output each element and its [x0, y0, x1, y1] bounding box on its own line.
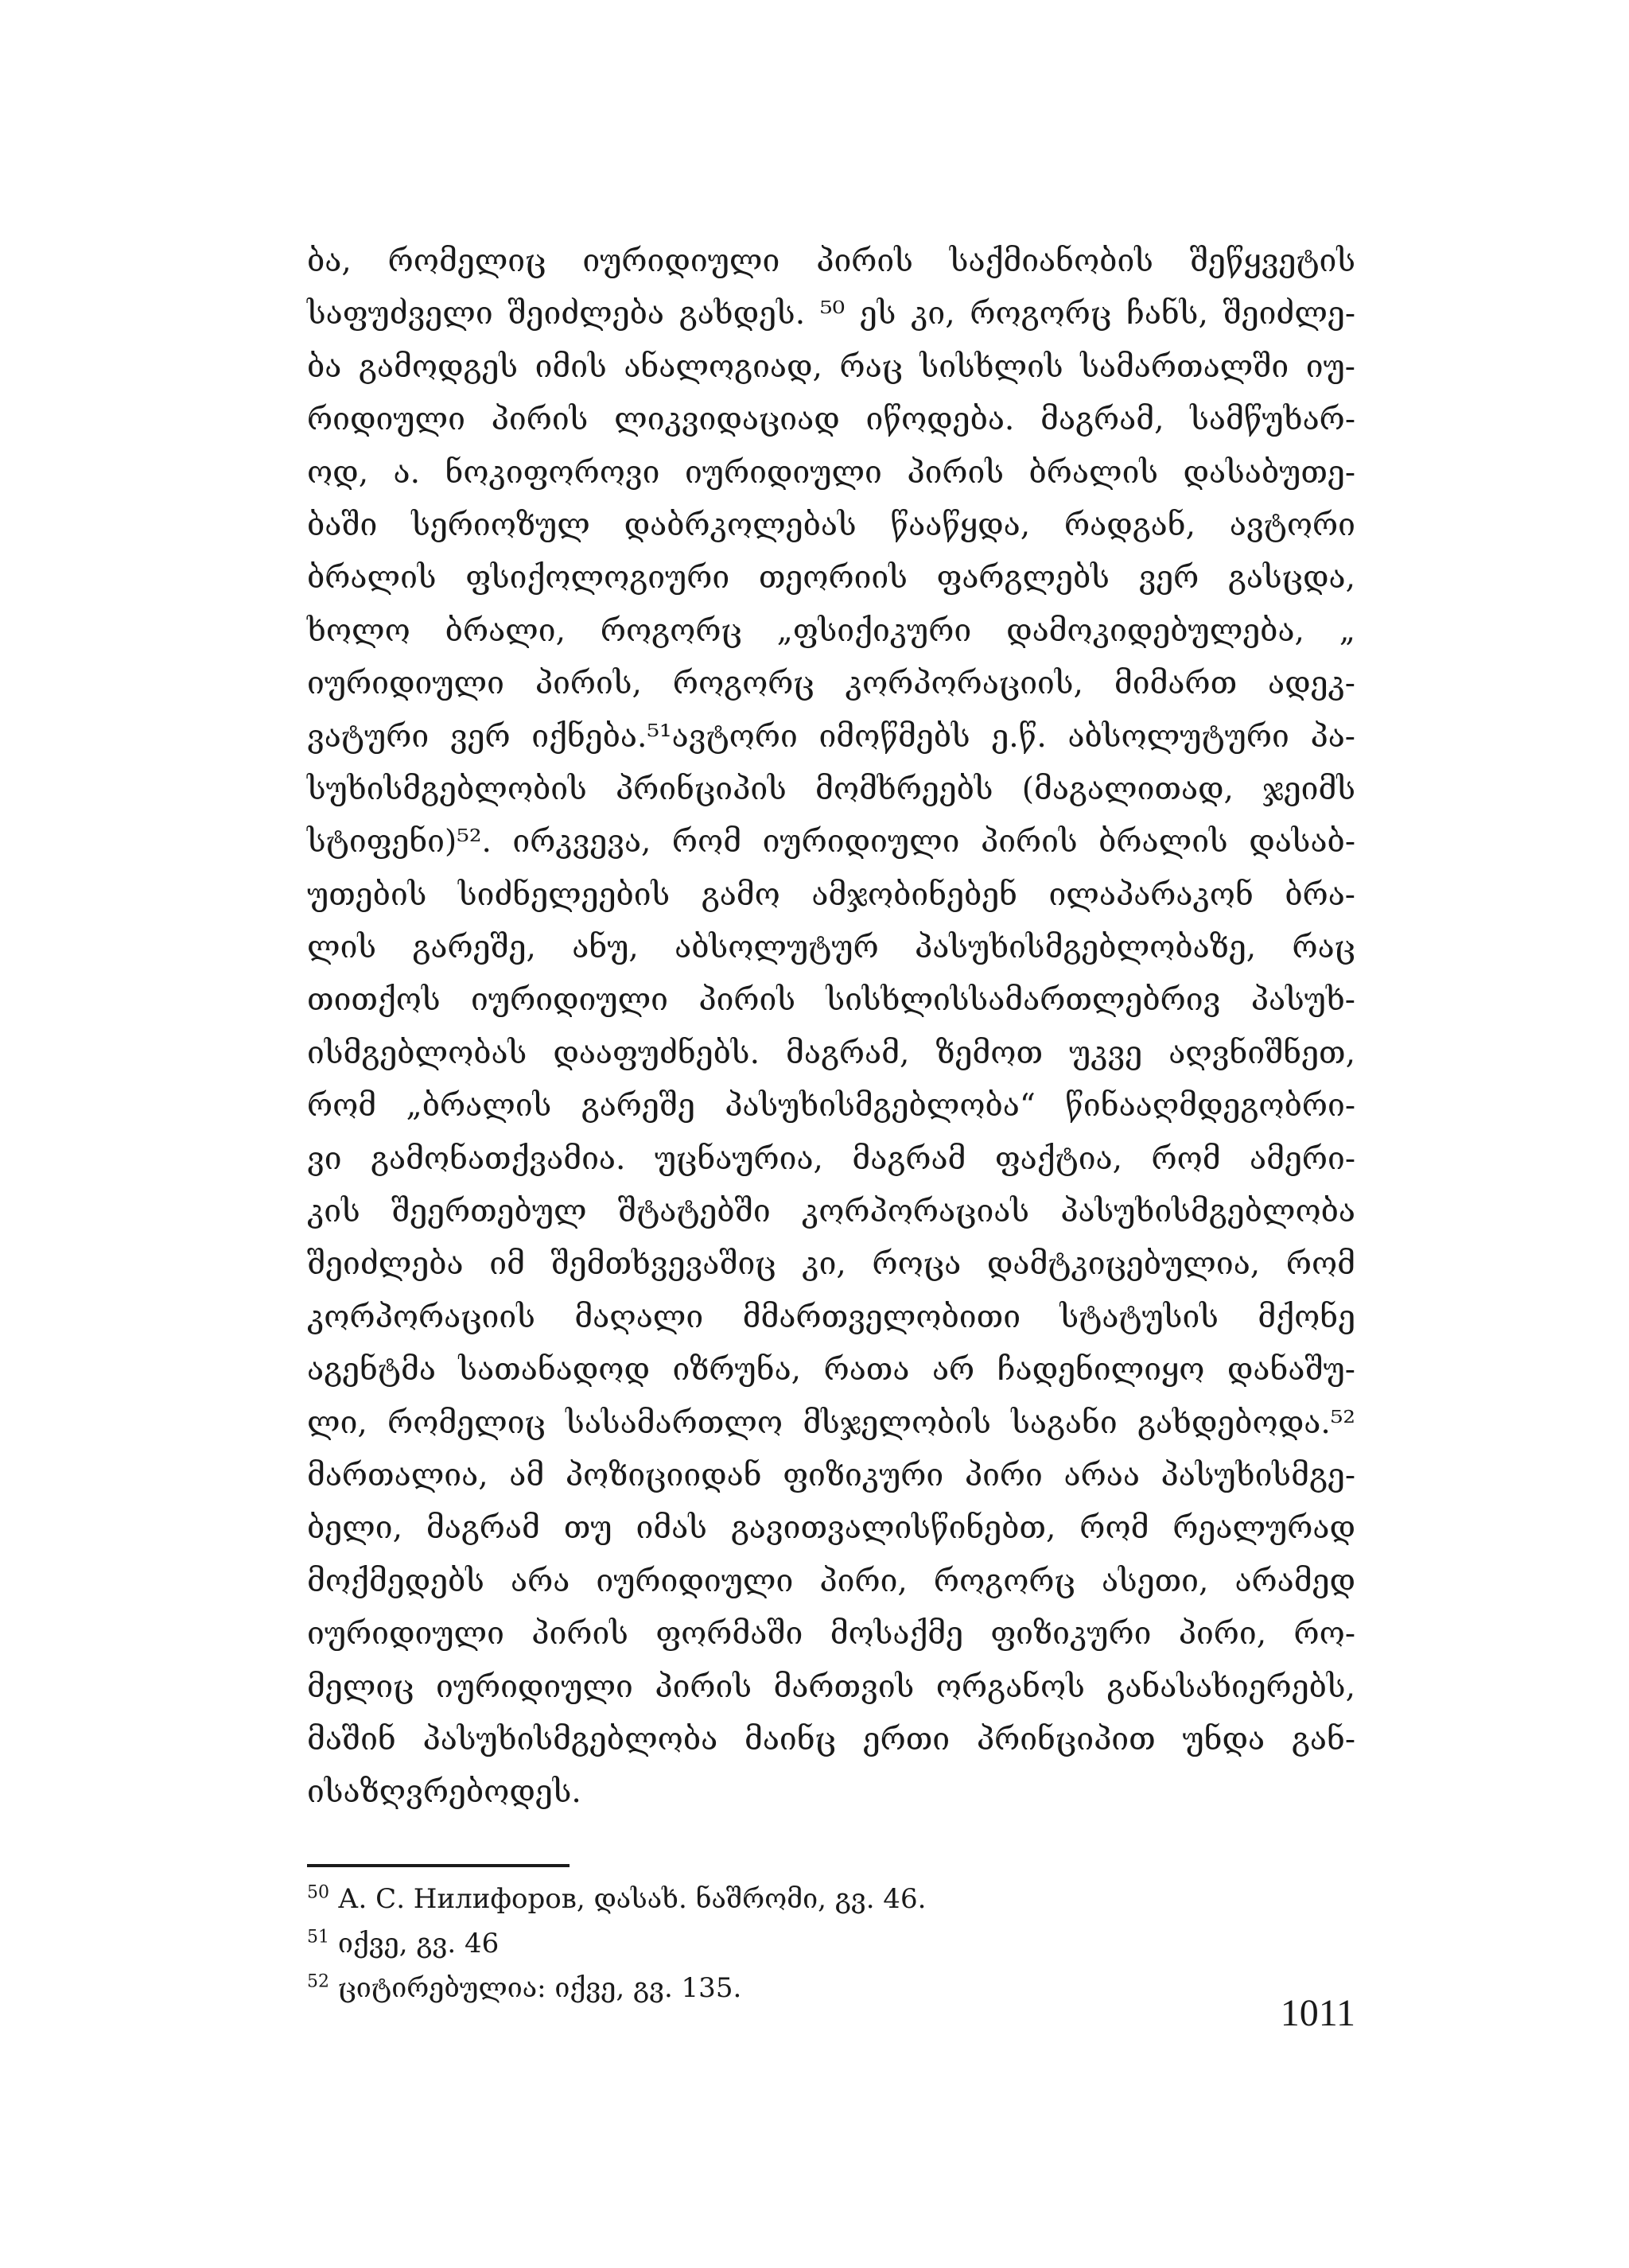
footnote-number: 51 — [307, 1927, 329, 1948]
footnote-text: იქვე, გვ. 46 — [337, 1928, 500, 1959]
footnote — [307, 1966, 1355, 2010]
text-line: ისმგებლობას დააფუძნებს. მაგრამ, ზემოთ უკვე აღვნიშნეთ, — [307, 1035, 1355, 1071]
text-line: ვი გამონათქვამია. უცნაურია, მაგრამ ფაქტია, რომ ამერი- — [307, 1140, 1355, 1177]
text-line: ისაზღვრებოდეს. — [307, 1774, 581, 1811]
text-line: ხოლო ბრალი, როგორც „ფსიქიკური დამოკიდებულება, „ — [307, 612, 1355, 649]
footnote — [307, 1921, 1355, 1966]
text-line: ლი, რომელიც სასამართლო მსჯელობის საგანი გახდებოდა.⁵² — [307, 1404, 1355, 1441]
text-line: რომ „ბრალის გარეშე პასუხისმგებლობა“ წინააღმდეგობრი- — [307, 1088, 1355, 1124]
text-line: იურიდიული პირის ფორმაში მოსაქმე ფიზიკური პირი, რო- — [307, 1616, 1355, 1652]
text-line: ბაში სერიოზულ დაბრკოლებას წააწყდა, რადგან, ავტორი — [307, 507, 1355, 543]
text-line: ბრალის ფსიქოლოგიური თეორიის ფარგლებს ვერ გასცდა, — [307, 560, 1355, 596]
text-line: ლის გარეშე, ანუ, აბსოლუტურ პასუხისმგებლობაზე, რაც — [307, 930, 1355, 966]
text-line: ბა, რომელიც იურიდიული პირის საქმიანობის შეწყვეტის — [307, 243, 1355, 279]
text-line: ოდ, ა. ნოკიფოროვი იურიდიული პირის ბრალის დასაბუთე- — [307, 454, 1355, 491]
text-line: კორპორაციის მაღალი მმართველობითი სტატუსის მქონე — [307, 1299, 1355, 1335]
page-number: 1011 — [1280, 1992, 1355, 2034]
text-line: რიდიული პირის ლიკვიდაციად იწოდება. მაგრამ, სამწუხარ- — [307, 402, 1355, 438]
footnote — [307, 1877, 1355, 1921]
footnote-text: А. С. Нилифоров, დასახ. ნაშრომი, გვ. 46. — [337, 1883, 927, 1915]
body-text — [307, 235, 1355, 1819]
text-line: შეიძლება იმ შემთხვევაშიც კი, როცა დამტკიცებულია, რომ — [307, 1246, 1355, 1283]
text-line: საფუძველი შეიძლება გახდეს. ⁵⁰ ეს კი, როგორც ჩანს, შეიძლე- — [307, 296, 1355, 332]
footnote-text: ციტირებულია: იქვე, გვ. 135. — [337, 1972, 742, 2004]
footnote-number: 50 — [307, 1882, 329, 1903]
text-line: ბა გამოდგეს იმის ანალოგიად, რაც სისხლის სამართალში იუ- — [307, 348, 1355, 385]
text-line: თითქოს იურიდიული პირის სისხლისსამართლებრივ პასუხ- — [307, 982, 1355, 1019]
footnotes — [307, 1877, 1355, 2010]
text-line: ვატური ვერ იქნება.⁵¹ავტორი იმოწმებს ე.წ. აბსოლუტური პა- — [307, 718, 1355, 755]
text-line: აგენტმა სათანადოდ იზრუნა, რათა არ ჩადენილიყო დანაშუ- — [307, 1352, 1355, 1388]
footnote-number: 52 — [307, 1971, 329, 1992]
text-line: კის შეერთებულ შტატებში კორპორაციას პასუხისმგებლობა — [307, 1194, 1355, 1230]
text-line: სუხისმგებლობის პრინციპის მომხრეებს (მაგალითად, ჯეიმს — [307, 771, 1355, 807]
text-line: უთების სიძნელეების გამო ამჯობინებენ ილაპარაკონ ბრა- — [307, 876, 1355, 913]
text-line: მელიც იურიდიული პირის მართვის ორგანოს განასახიერებს, — [307, 1668, 1355, 1705]
text-line: მართალია, ამ პოზიციიდან ფიზიკური პირი არაა პასუხისმგე- — [307, 1457, 1355, 1493]
text-line: მოქმედებს არა იურიდიული პირი, როგორც ასეთი, არამედ — [307, 1563, 1355, 1599]
text-line: მაშინ პასუხისმგებლობა მაინც ერთი პრინციპით უნდა გან- — [307, 1721, 1355, 1757]
text-line: ბელი, მაგრამ თუ იმას გავითვალისწინებთ, რომ რეალურად — [307, 1510, 1355, 1547]
text-line: იურიდიული პირის, როგორც კორპორაციის, მიმართ ადეკ- — [307, 666, 1355, 702]
text-line: სტიფენი)⁵². ირკვევა, რომ იურიდიული პირის ბრალის დასაბ- — [307, 824, 1355, 860]
footnote-divider — [307, 1864, 570, 1867]
